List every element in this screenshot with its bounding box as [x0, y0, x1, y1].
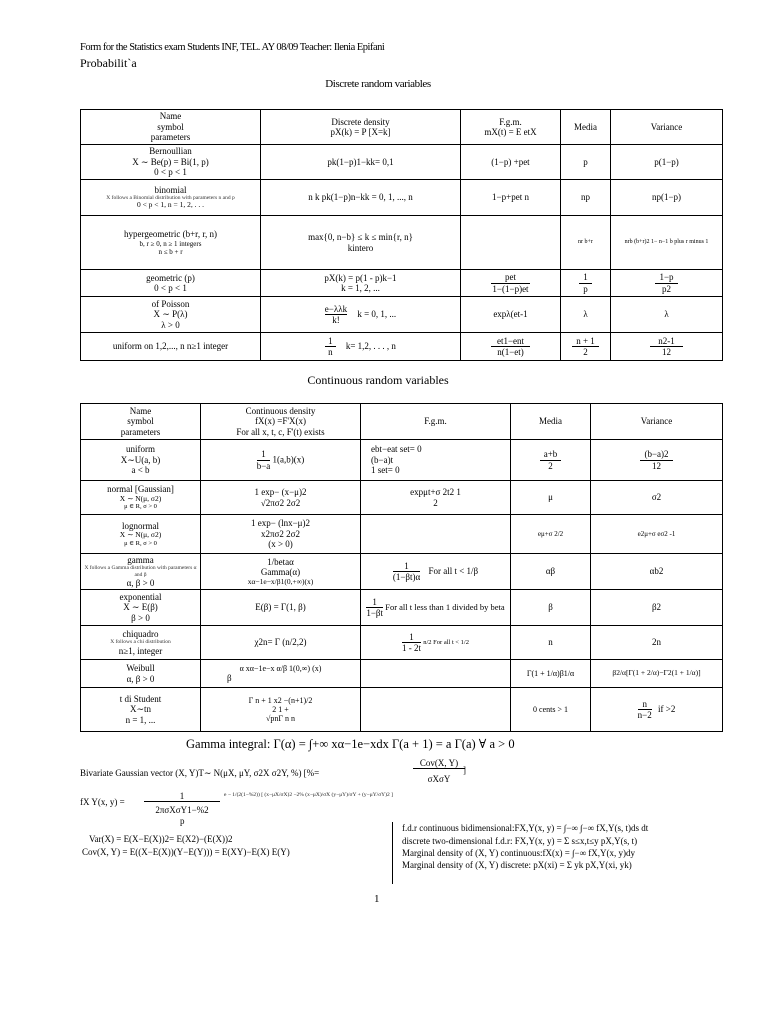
- table-row: [81, 554, 723, 590]
- continuous-header-fgm: F.g.m.: [361, 404, 511, 440]
- dist-name: Weibull: [126, 663, 155, 674]
- name-cell: [81, 440, 201, 481]
- name-cell: [81, 554, 201, 590]
- density-line2: β: [227, 672, 232, 683]
- variance-numerator: n2-1: [650, 336, 683, 347]
- covariance-formula: Cov(X, Y) = E((X−E(X))(Y−E(Y))) = E(XY)−E(X) E(Y): [82, 847, 290, 857]
- density-line1: α xα−1e−x α/β 1(0,∞) (x): [239, 663, 322, 673]
- name-cell: [81, 270, 261, 297]
- media-cell: β: [511, 590, 591, 626]
- dist-params: λ > 0: [161, 319, 180, 330]
- density-cell: E(β) = Γ(1, β): [201, 590, 361, 626]
- dist-symbol: X ∼ Be(p) = Bi(1, p): [132, 156, 209, 167]
- name-cell: [81, 626, 201, 660]
- variance-denominator: n−2: [637, 710, 652, 720]
- joint-density-root: p: [180, 816, 185, 826]
- dist-name: binomial: [154, 184, 187, 195]
- density-line2: 2 1 +: [272, 704, 289, 714]
- discrete-header-fgm: F.g.m. mX(t) = E etX: [461, 110, 561, 145]
- dist-params: μ ∈ R, σ > 0: [124, 539, 157, 547]
- dist-symbol: 0 < p < 1: [154, 283, 187, 293]
- table-row: [81, 590, 723, 626]
- cov-fraction-denominator: σXσY: [427, 774, 451, 784]
- dist-params: n≥1, integer: [118, 645, 163, 656]
- variance-denominator: p2: [662, 283, 671, 294]
- table-row: [81, 481, 723, 515]
- fdr-continuous: f.d.r continuous bidimensional:FX,Y(x, y) = ∫−∞ ∫−∞ fX,Y(s, t)ds dt: [402, 823, 649, 833]
- discrete-header-row: [81, 110, 723, 145]
- density-line1: 1 exp− (x−μ)2: [254, 487, 307, 498]
- name-cell: [81, 688, 201, 732]
- table-row: [81, 216, 723, 270]
- density-indicator: 1(a,b)(x): [272, 454, 305, 465]
- dist-name: of Poisson: [151, 298, 190, 309]
- variance-cell: p(1−p): [611, 145, 723, 180]
- continuous-title: Continuous random variables: [307, 373, 449, 387]
- table-row: [81, 270, 723, 297]
- media-cell: 0 cents > 1: [511, 688, 591, 732]
- fdr-discrete: discrete two-dimensional f.d.r: FX,Y(x, y) = Σ s≤x,t≤y pX,Y(s, t): [402, 836, 638, 846]
- continuous-header-media: Media: [511, 404, 591, 440]
- media-numerator: 1: [579, 272, 592, 283]
- density-support: k = 1, 2, ...: [341, 283, 380, 293]
- media-numerator: n + 1: [572, 336, 599, 347]
- variance-cell: β2/α[Γ(1 + 2/α)−Γ2(1 + 1/α)]: [591, 660, 723, 688]
- dist-symbol: X ∼ E(β): [123, 602, 158, 613]
- density-line3: (x > 0): [268, 539, 293, 550]
- fgm-denominator: 1−βt: [366, 608, 383, 618]
- fgm-denominator: (1−βt)α: [392, 572, 421, 582]
- media-cell: np: [561, 180, 611, 216]
- fgm-line2: 2: [433, 497, 438, 508]
- dist-name: geometric (p): [146, 272, 195, 283]
- density-numerator: 1: [257, 449, 271, 460]
- table-row: [81, 688, 723, 732]
- density-range: max{0, n−b} ≤ k ≤ min{r, n}: [308, 232, 413, 243]
- density-denominator: b−a: [256, 460, 271, 471]
- column-divider: [392, 822, 393, 884]
- media-cell: [561, 333, 611, 361]
- variance-cell: [591, 688, 723, 732]
- fgm-line3: 1 set= 0: [371, 465, 400, 476]
- dist-symbol: X ∼ N(μ, σ2): [119, 493, 162, 503]
- density-support: k= 1,2, . . . , n: [345, 341, 396, 352]
- dist-params: α, β > 0: [126, 577, 155, 588]
- dist-name: hypergeometric (b+r, r, n): [124, 229, 217, 240]
- table-row: [81, 626, 723, 660]
- density-cell: [201, 515, 361, 554]
- dist-symbol: b, r ≥ 0, n ≥ 1 integers: [139, 239, 202, 248]
- fgm-cell: [361, 515, 511, 554]
- density-cell: n k pk(1−p)n−kk = 0, 1, ..., n: [261, 180, 461, 216]
- discrete-header-variance: Variance: [611, 110, 723, 145]
- discrete-table: [80, 109, 723, 361]
- dist-symbol: α, β > 0: [126, 673, 155, 684]
- density-cell: pk(1−p)1−kk= 0,1: [261, 145, 461, 180]
- variance-formula: Var(X) = E(X−E(X))2= E(X2)−(E(X))2: [89, 834, 233, 844]
- media-cell: μ: [511, 481, 591, 515]
- density-line2: √2πσ2 2σ2: [260, 497, 301, 508]
- fgm-cell: [461, 270, 561, 297]
- variance-cell: αb2: [591, 554, 723, 590]
- density-numerator: 1: [325, 336, 336, 347]
- fgm-cell: [361, 554, 511, 590]
- name-cell: uniform on 1,2,..., n n≥1 integer: [81, 333, 261, 361]
- gamma-integral: Gamma integral: Γ(α) = ∫+∞ xα−1e−xdx Γ(a + 1) = a Γ(a) ∀ a > 0: [186, 737, 515, 751]
- density-cell: [201, 660, 361, 688]
- dist-params: n ≤ b + r: [158, 247, 183, 256]
- fgm-denominator: 1−(1−p)et: [492, 283, 529, 294]
- variance-numerator: n: [638, 699, 652, 710]
- dist-symbol: X ∼ N(μ, σ2): [119, 530, 162, 540]
- density-line1: Γ n + 1 x2 −(n+1)/2: [248, 695, 313, 705]
- dist-params: 0 < p < 1, n = 1, 2, . . .: [136, 200, 205, 210]
- density-line2: Gamma(α): [260, 567, 301, 578]
- density-line3: √pnΓ n n: [265, 714, 295, 724]
- table-row: [81, 660, 723, 688]
- fgm-cell: [361, 626, 511, 660]
- continuous-header-density: Continuous density fX(x) =F'X(x) For all x, t, c, F'(t) exists: [201, 404, 361, 440]
- media-cell: [511, 440, 591, 481]
- fgm-cell: 1−p+pet n: [461, 180, 561, 216]
- dist-name: uniform: [126, 444, 155, 455]
- variance-cell: λ: [611, 297, 723, 333]
- dist-symbol: X∼U(a, b): [120, 454, 161, 465]
- joint-density-label: fX Y(x, y) =: [80, 797, 125, 807]
- media-cell: nr b+r: [561, 216, 611, 270]
- fgm-cell: [361, 660, 511, 688]
- dist-name: chiquadro: [122, 629, 159, 640]
- fgm-numerator: 1: [402, 632, 421, 643]
- variance-cell: e2μ+σ eσ2 -1: [591, 515, 723, 554]
- density-cell: [201, 481, 361, 515]
- name-cell: [81, 481, 201, 515]
- dist-name: gamma: [127, 555, 154, 566]
- density-note: kintero: [347, 242, 374, 253]
- joint-density-denominator: 2πσXσY1−%2: [155, 805, 209, 815]
- table-row: [81, 440, 723, 481]
- bivariate-gaussian: Bivariate Gaussian vector (X, Y)T∼ N(μX, μY, σ2X σ2Y, %) [%=: [80, 768, 320, 778]
- bracket-close: ]: [463, 765, 466, 775]
- header-subtitle: Probabilit`a: [80, 56, 137, 70]
- dist-name: lognormal: [122, 520, 159, 531]
- dist-name: exponential: [119, 591, 162, 602]
- fgm-cell: [461, 216, 561, 270]
- table-row: [81, 297, 723, 333]
- media-cell: Γ(1 + 1/α)β1/α: [511, 660, 591, 688]
- dist-symbol: X ∼ P(λ): [153, 309, 188, 320]
- fgm-condition: For all t < 1/β: [428, 566, 479, 577]
- table-row: [81, 333, 723, 361]
- variance-denominator: 12: [662, 347, 671, 357]
- variance-cell: β2: [591, 590, 723, 626]
- variance-condition: if >2: [658, 704, 676, 715]
- fgm-condition: For all t less than 1 divided by beta: [385, 601, 505, 612]
- fgm-condition: n/2 For all t < 1/2: [423, 638, 469, 646]
- fgm-denominator: n(1−et): [497, 347, 524, 357]
- density-cell: [201, 554, 361, 590]
- fgm-denominator: 1 - 2t: [402, 643, 421, 653]
- discrete-header-density: Discrete density pX(k) = P [X=k]: [261, 110, 461, 145]
- density-cell: [201, 440, 361, 481]
- dist-params: β > 0: [131, 612, 150, 623]
- dist-symbol: X follows a chi distribution: [110, 639, 171, 646]
- fgm-line1: expμt+σ 2t2 1: [410, 487, 461, 498]
- variance-cell: [591, 440, 723, 481]
- name-cell: [81, 180, 261, 216]
- dist-name: normal [Gaussian]: [107, 484, 174, 495]
- density-line1: 1 exp− (lnx−μ)2: [251, 518, 310, 529]
- density-cell: [261, 270, 461, 297]
- fgm-cell: expλ(et-1: [461, 297, 561, 333]
- variance-numerator: (b−a)2: [640, 449, 672, 460]
- dist-params: 0 < p < 1: [154, 167, 187, 178]
- cov-fraction-numerator: Cov(X, Y): [413, 758, 465, 769]
- density-cell: [261, 297, 461, 333]
- name-cell: [81, 145, 261, 180]
- fgm-line1: ebt−eat set= 0: [371, 444, 422, 455]
- page-number: 1: [374, 893, 380, 905]
- continuous-header-name: Name symbol parameters: [81, 404, 201, 440]
- media-cell: λ: [561, 297, 611, 333]
- density-cell: [261, 333, 461, 361]
- media-denominator: p: [583, 283, 588, 294]
- fgm-numerator: 1: [366, 597, 383, 608]
- fgm-cell: [361, 481, 511, 515]
- name-cell: [81, 216, 261, 270]
- fgm-line2: (b−a)t: [371, 454, 394, 465]
- fgm-numerator: 1: [393, 561, 420, 572]
- name-cell: [81, 590, 201, 626]
- discrete-header-media: Media: [561, 110, 611, 145]
- density-line3: xα−1e−x/β1(0,+∞)(x): [247, 576, 314, 586]
- table-row: [81, 180, 723, 216]
- density-line1: 1/betaα: [267, 556, 294, 567]
- media-cell: p: [561, 145, 611, 180]
- media-cell: αβ: [511, 554, 591, 590]
- fgm-cell: [461, 333, 561, 361]
- density-denominator: k!: [332, 315, 340, 325]
- fgm-numerator: et1−ent: [491, 336, 530, 347]
- name-cell: [81, 515, 201, 554]
- table-row: [81, 145, 723, 180]
- variance-cell: 2n: [591, 626, 723, 660]
- dist-params: n = 1, ...: [125, 714, 156, 725]
- dist-symbol: X follows a Gamma distribution with parameters α and β: [84, 565, 197, 578]
- marginal-continuous: Marginal density of (X, Y) continuous:fX(x) = ∫−∞ fX,Y(x, y)dy: [402, 848, 635, 858]
- fgm-cell: [361, 440, 511, 481]
- density-cell: χ2n= Γ (n/2,2): [201, 626, 361, 660]
- variance-denominator: 12: [652, 460, 661, 471]
- density-numerator: e−λλk: [324, 303, 348, 314]
- fgm-numerator: pet: [491, 272, 530, 283]
- continuous-header-variance: Variance: [591, 404, 723, 440]
- variance-cell: [611, 333, 723, 361]
- continuous-header-row: [81, 404, 723, 440]
- density-support: k = 0, 1, ...: [357, 309, 397, 320]
- marginal-discrete: Marginal density of (X, Y) discrete: pX(xi) = Σ yk pX,Y(xi, yk): [402, 860, 632, 870]
- dist-name: t di Student: [119, 693, 162, 704]
- density-cell: [201, 688, 361, 732]
- density-cell: [261, 216, 461, 270]
- media-cell: [561, 270, 611, 297]
- variance-cell: nrb (b+r)2 1− n−1 b plus r minus 1: [611, 216, 723, 270]
- variance-cell: σ2: [591, 481, 723, 515]
- joint-density-numerator: 1: [144, 791, 220, 802]
- variance-numerator: 1−p: [655, 272, 677, 283]
- dist-name: Bernoullian: [149, 146, 192, 157]
- joint-density-exponent: e − 1/(2(1−%2)) [ (x−μX/σX)2 −2% (x−μX)/σX (y−μY)/σY + (y−μY/σY)2 ]: [224, 792, 393, 798]
- dist-note: X follows a Binomial distribution with parameters n and p: [106, 195, 235, 202]
- dist-params: a < b: [131, 465, 150, 476]
- variance-cell: [611, 270, 723, 297]
- name-cell: [81, 297, 261, 333]
- header-title: Form for the Statistics exam Students INF, TEL. AY 08/09 Teacher: Ilenia Epifani: [80, 42, 385, 53]
- dist-params: μ ∈ R, σ > 0: [124, 503, 157, 511]
- media-denominator: 2: [548, 460, 553, 471]
- density-line2: x2πσ2 2σ2: [261, 528, 300, 539]
- variance-cell: np(1−p): [611, 180, 723, 216]
- media-numerator: a+b: [540, 449, 562, 460]
- fgm-cell: [361, 590, 511, 626]
- dist-symbol: X∼tn: [129, 704, 152, 715]
- density-denominator: n: [328, 347, 333, 357]
- media-cell: n: [511, 626, 591, 660]
- media-denominator: 2: [583, 347, 588, 357]
- density-formula: pX(k) = p(1 - p)k−1: [324, 272, 397, 283]
- media-cell: eμ+σ 2/2: [511, 515, 591, 554]
- fgm-cell: [361, 688, 511, 732]
- table-row: [81, 515, 723, 554]
- name-cell: [81, 660, 201, 688]
- discrete-header-name: Name symbol parameters: [81, 110, 261, 145]
- fgm-cell: (1−p) +pet: [461, 145, 561, 180]
- continuous-table: [80, 403, 723, 732]
- discrete-title: Discrete random variables: [325, 78, 431, 90]
